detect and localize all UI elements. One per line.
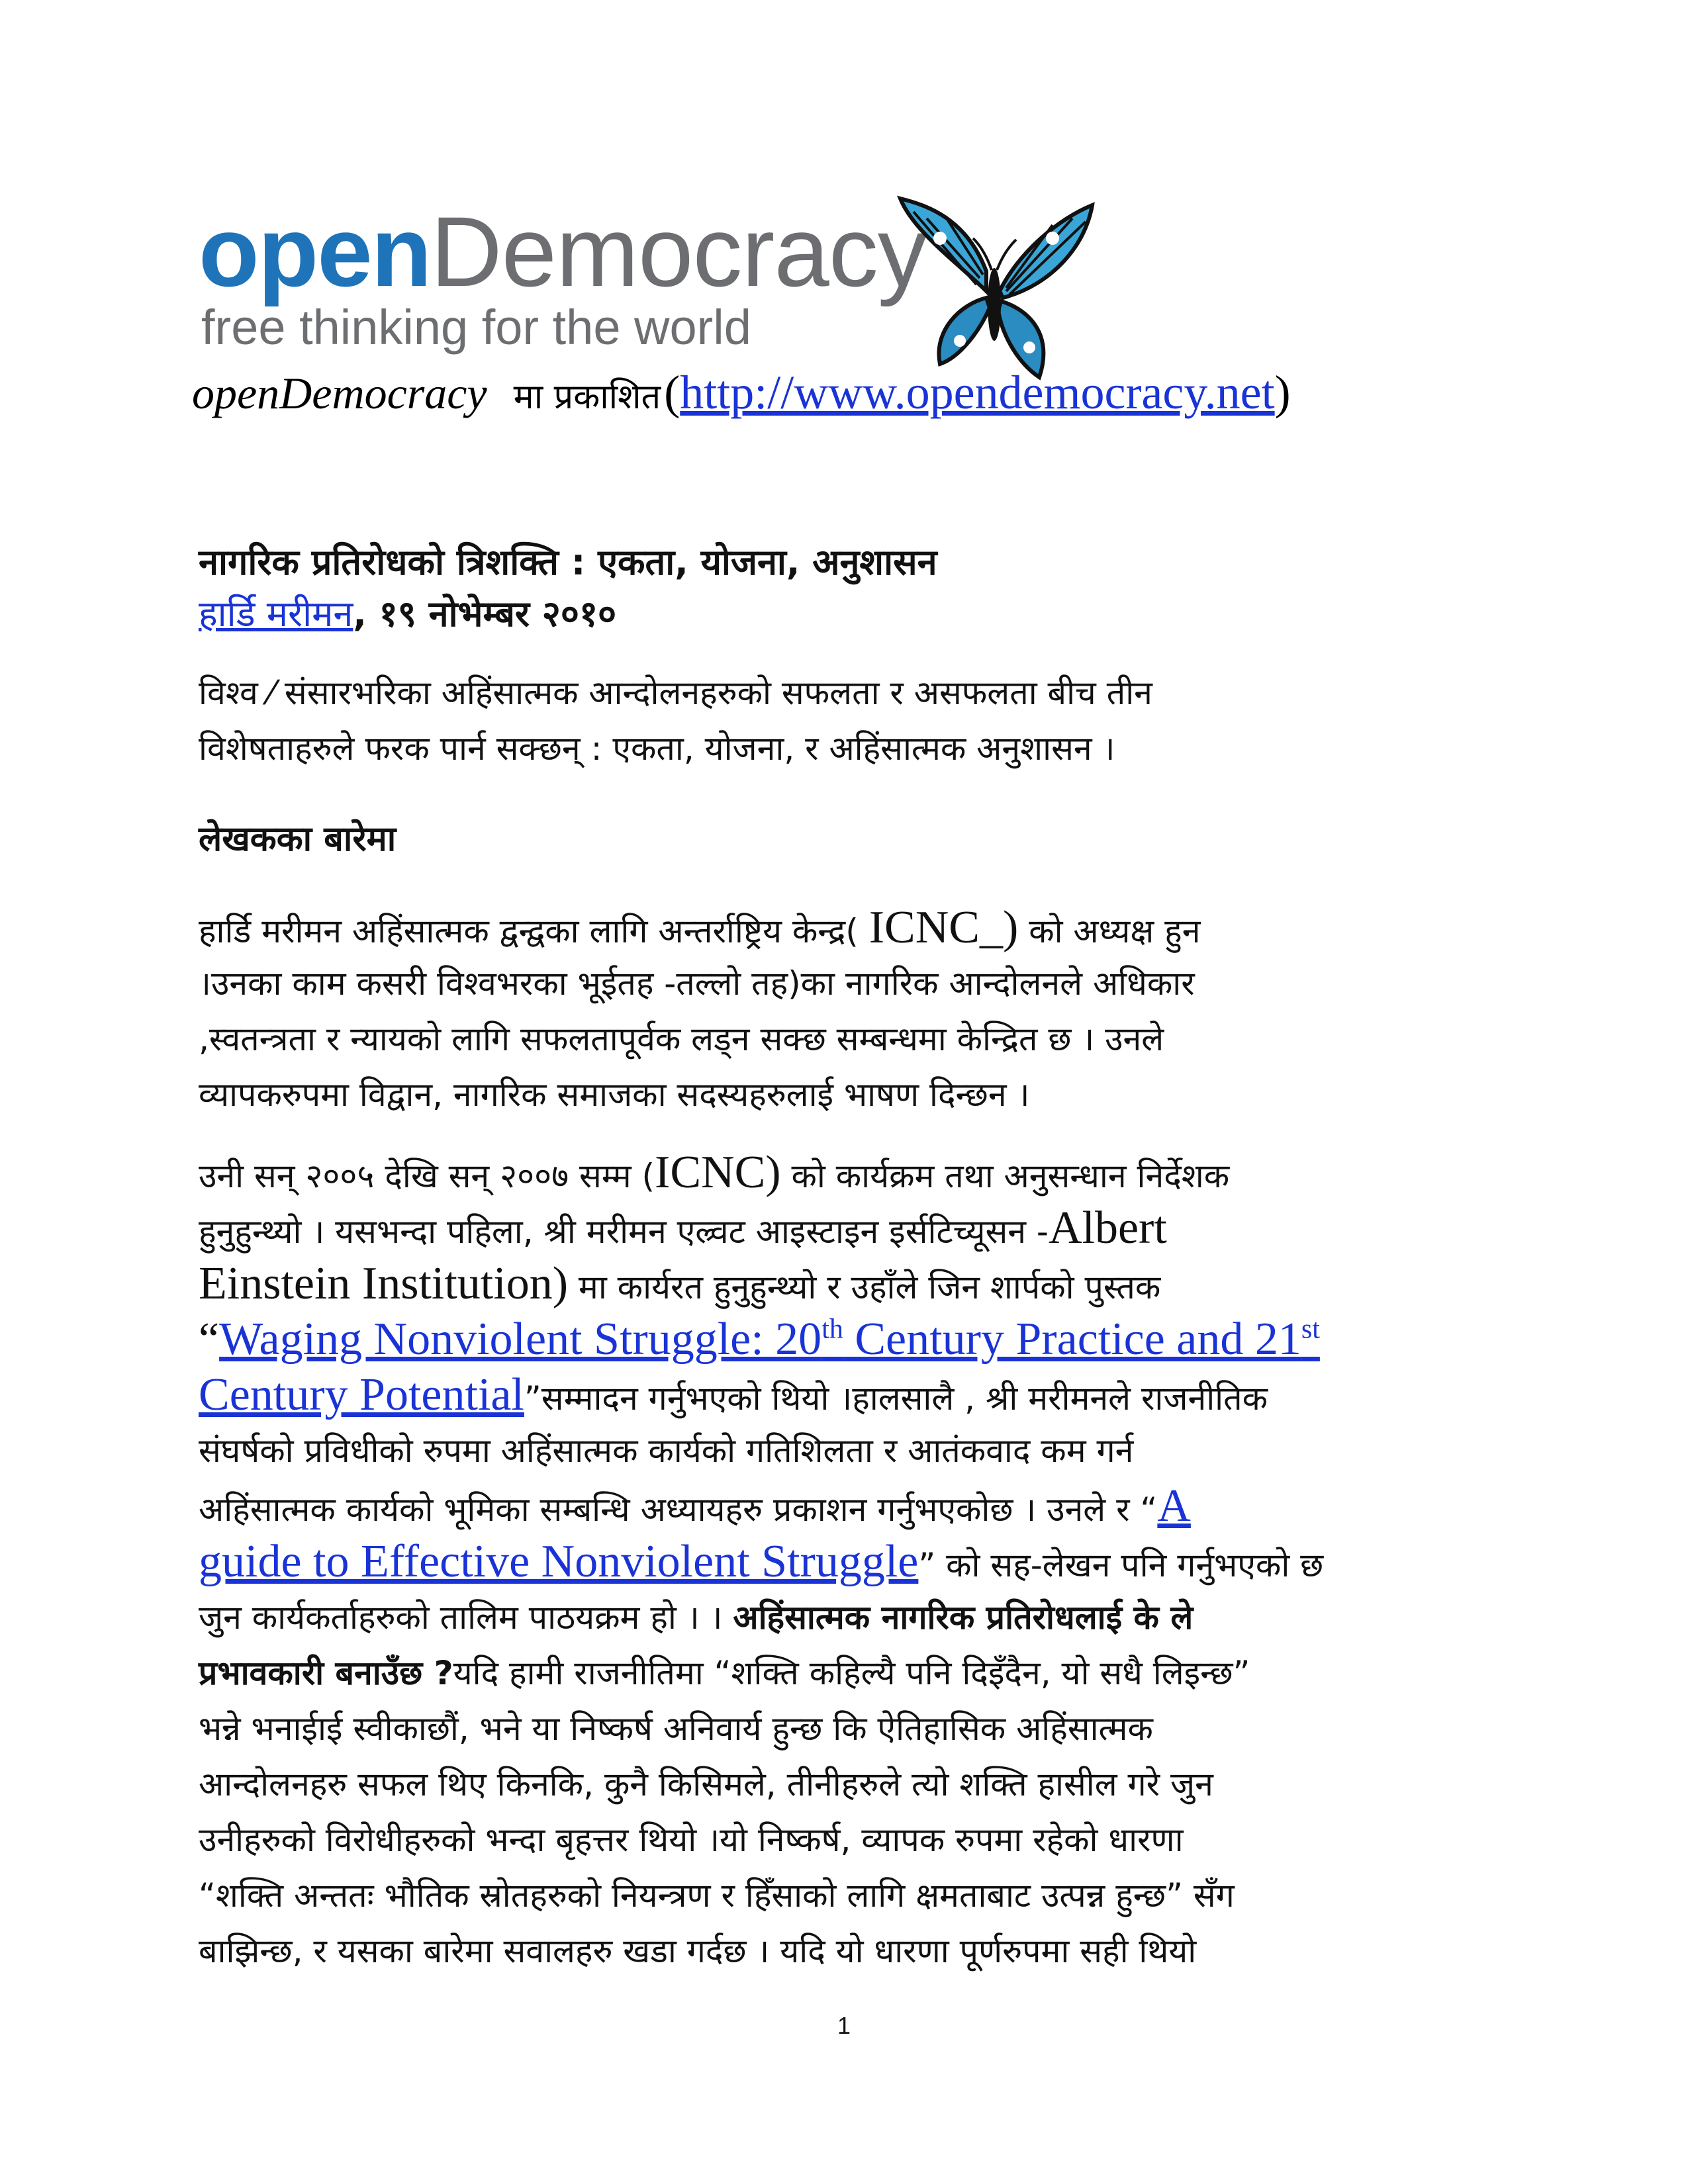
body-l9-bold: अहिंसात्मक नागरिक प्रतिरोधलाई के ले xyxy=(733,1598,1194,1637)
body-paragraph xyxy=(199,1145,1489,1979)
intro-line-2: विशेषताहरुले फरक पार्न सक्छन् : एकता, योजना, र अहिंसात्मक अनुशासन । xyxy=(199,729,1115,768)
book-link-waging-cont[interactable]: Century Potential xyxy=(199,1369,524,1420)
body-line-12: आन्दोलनहरु सफल थिए किनकि, कुनै किसिमले, तीनीहरुले त्यो शक्ति हासील गरे जुन xyxy=(199,1765,1213,1803)
article-title: नागरिक प्रतिरोधको त्रिशक्ति : एकता, योजना, अनुशासन xyxy=(199,541,937,583)
body-line-11: भन्ने भनाईाई स्वीकाछौं, भने या निष्कर्ष अनिवार्य हुन्छ कि ऐतिहासिक अहिंसात्मक xyxy=(199,1709,1153,1748)
body-l8-rest: ” को सह-लेखन पनि गर्नुभएको छ xyxy=(918,1546,1324,1584)
body-l9a: जुन कार्यकर्ताहरुको तालिम पाठयक्रम हो । । xyxy=(199,1598,733,1637)
guide-link-a[interactable]: A xyxy=(1157,1480,1191,1531)
intro-paragraph xyxy=(199,665,1489,776)
logo-democracy: Democracy xyxy=(430,196,927,307)
body-l2a: हुनुहुन्थ्यो । यसभन्दा पहिला, श्री मरीमन एल्र्वट आइस्टाइन इर्सटिच्यूसन - xyxy=(199,1212,1049,1251)
body-line-8 xyxy=(199,1534,1489,1590)
butterfly-icon xyxy=(887,192,1099,384)
publication-url-wrap xyxy=(664,366,1290,419)
body-line-2 xyxy=(199,1201,1489,1256)
book-link-sup-st: st xyxy=(1301,1314,1320,1345)
book-link-waging[interactable] xyxy=(219,1314,1320,1365)
body-line-1 xyxy=(199,1145,1489,1201)
publication-url-link[interactable]: http://www.opendemocracy.net xyxy=(680,366,1275,419)
about-line-2: ।उनका काम कसरी विश्वभरका भूईतह -तल्लो तह)का नागरिक आन्दोलनले अधिकार xyxy=(199,964,1195,1003)
body-l5-rest: ”सम्मादन गर्नुभएको थियो ।हालसालै , श्री मरीमनले राजनीतिक xyxy=(524,1379,1268,1418)
about-heading: लेखकका बारेमा xyxy=(199,819,397,859)
body-line-5 xyxy=(199,1367,1489,1423)
logo-open: open xyxy=(199,196,431,307)
about-line-3: ,स्वतन्त्रता र न्यायको लागि सफलतापूर्वक लड्न सक्छ सम्बन्धमा केन्द्रित छ । उनले xyxy=(199,1020,1164,1058)
url-close-paren: ) xyxy=(1274,366,1291,419)
logo-tagline: free thinking for the world xyxy=(201,300,751,355)
body-line-9 xyxy=(199,1590,1489,1645)
book-link-part-a: Waging Nonviolent Struggle: 20 xyxy=(219,1314,822,1365)
body-l3b: मा कार्यरत हुनुहुन्थ्यो र उहाँले जिन शार्पको पुस्तक xyxy=(568,1268,1161,1306)
publication-line xyxy=(192,363,1291,435)
article-date: , १९ नोभेम्बर २०१० xyxy=(353,593,617,635)
body-l1c: को कार्यक्रम तथा अनुसन्धान निर्देशक xyxy=(780,1157,1230,1195)
body-line-10 xyxy=(199,1645,1489,1701)
page-number: 1 xyxy=(837,2012,851,2039)
guide-link[interactable]: guide to Effective Nonviolent Struggle xyxy=(199,1536,919,1587)
intro-line-1: विश्व ⁄ संसारभरिका अहिंसात्मक आन्दोलनहरुको सफलता र असफलता बीच तीन xyxy=(199,674,1152,712)
about-l1b: ICNC_) xyxy=(868,902,1019,953)
url-open-paren: ( xyxy=(664,366,680,419)
published-in-label: मा प्रकाशित xyxy=(513,377,661,417)
article-byline xyxy=(199,588,616,637)
about-l1c: को अध्यक्ष हुन xyxy=(1018,912,1201,950)
body-line-6: संघर्षको प्रविधीको रुपमा अहिंसात्मक कार्यको गतिशिलता र आतंकवाद कम गर्न xyxy=(199,1432,1134,1470)
author-link[interactable]: हार्डि मरीमन xyxy=(199,593,353,635)
body-line-7 xyxy=(199,1479,1489,1534)
body-line-3 xyxy=(199,1256,1489,1312)
about-line-4: व्यापकरुपमा विद्वान, नागरिक समाजका सदस्यहरुलाई भाषण दिन्छन । xyxy=(199,1075,1030,1114)
about-line-1 xyxy=(199,900,1489,956)
body-l7a: अहिंसात्मक कार्यको भूमिका सम्बन्धि अध्यायहरु प्रकाशन गर्नुभएकोछ । उनले र “ xyxy=(199,1490,1158,1529)
about-paragraph xyxy=(199,900,1489,1122)
body-l4-quote: “ xyxy=(199,1314,220,1365)
body-line-4 xyxy=(199,1312,1489,1367)
body-line-15: बाझिन्छ, र यसका बारेमा सवालहरु खडा गर्दछ । यदि यो धारणा पूर्णरुपमा सही थियो xyxy=(199,1932,1197,1970)
publication-name: openDemocracy xyxy=(192,368,487,418)
body-l1b: ICNC) xyxy=(655,1147,781,1198)
body-l1a: उनी सन् २००५ देखि सन् २००७ सम्म ( xyxy=(199,1157,655,1195)
book-link-sup-th: th xyxy=(821,1314,843,1345)
body-l2b: Albert xyxy=(1048,1203,1167,1253)
body-l10-rest: यदि हामी राजनीतिमा “शक्ति कहिल्यै पनि दिइँदैन, यो सधै लिइन्छ” xyxy=(453,1654,1250,1692)
body-line-13: उनीहरुको विरोधीहरुको भन्दा बृहत्तर थियो ।यो निष्कर्ष, व्यापक रुपमा रहेको धारणा xyxy=(199,1821,1184,1859)
body-l10-bold: प्रभावकारी बनाउँछ ? xyxy=(199,1654,453,1692)
about-l1a: हार्डि मरीमन अहिंसात्मक द्वन्द्वका लागि अन्तर्राष्ट्रिय केन्द्र( xyxy=(199,912,859,950)
body-l3a: Einstein Institution) xyxy=(199,1258,569,1309)
body-line-14: “शक्ति अन्ततः भौतिक स्रोतहरुको नियन्त्रण र हिँसाको लागि क्षमताबाट उत्पन्न हुन्छ” सँग xyxy=(199,1876,1235,1915)
book-link-part-b: Century Practice and 21 xyxy=(843,1314,1301,1365)
